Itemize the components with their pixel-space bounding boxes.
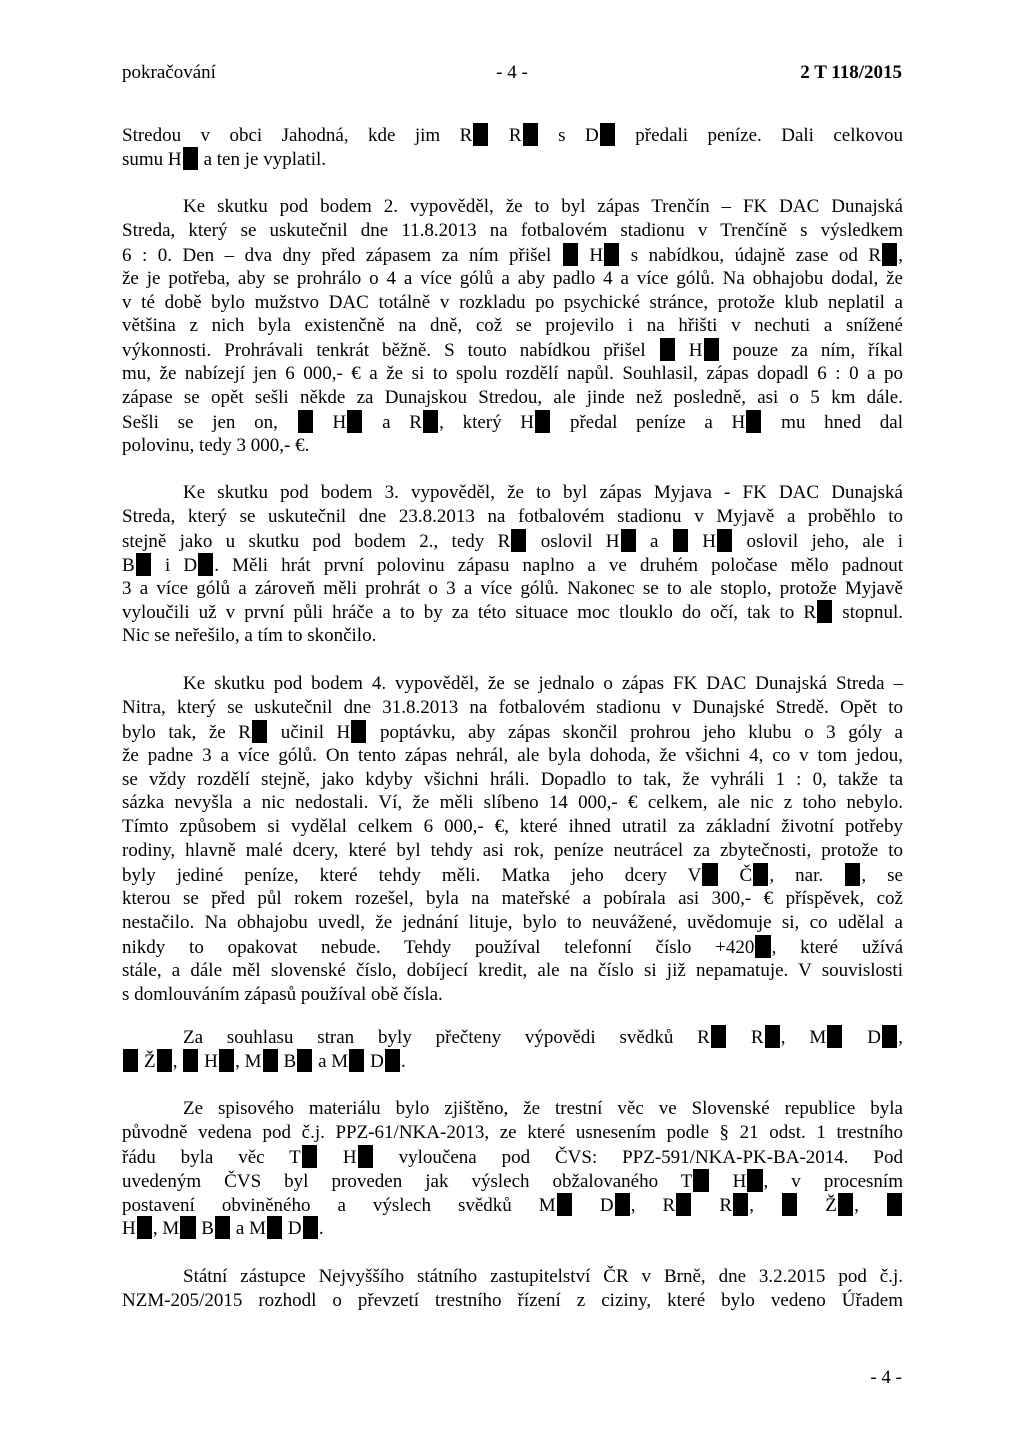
text-line: většina z nich byla existenčně na dně, což se projevilo i na hřišti v nechuti a snížené [122,315,903,337]
redaction-box [303,1216,318,1239]
redaction-box [747,1169,762,1192]
text-line: NZM-205/2015 rozhodl o převzetí trestního řízení z ciziny, které bylo vedeno Úřadem [122,1289,903,1311]
redaction-box [711,1025,726,1048]
header-case-number: 2 T 118/2015 [800,62,902,83]
redaction-box [817,600,832,623]
text-line: H , M B a M D . [122,1218,324,1240]
text-line: původně vedena pod č.j. PPZ-61/NKA-2013, ze které usnesením podle § 21 odst. 1 trestního [122,1121,903,1143]
redaction-box [219,1049,234,1072]
text-line: vyloučili už v první půli hráče a to by za této situace moc tlouklo do očí, tak to R stopnul. [122,602,904,624]
text-line: Sešli se jen on, H a R , který H předal peníze a H mu hned dal [122,412,903,434]
text-line: B i D . Měli hrát první polovinu zápasu naplno a ve druhém poločase mělo padnout [122,554,903,576]
text-line: výkonnosti. Prohrávali tenkrát běžně. S touto nabídkou přišel H pouze za ním, říkal [122,340,903,362]
paragraph [122,123,903,171]
text-line: nestačilo. Na obhajobu uvedl, že jednání lituje, bylo to neuvážené, uvědomuje si, co udělal a [122,911,903,933]
redaction-box [473,123,488,146]
redaction-box [252,720,267,743]
redaction-box [385,1049,400,1072]
redaction-box [746,410,761,433]
redaction-box [717,529,732,552]
redaction-box [535,410,550,433]
redaction-box [660,338,675,361]
paragraph [122,1025,903,1073]
text-line: kterou se před půl rokem rozešel, byla na mateřské a pobírala asi 300,- € příspěvek, což [122,888,903,910]
redaction-box [215,1216,230,1239]
text-line: stále, a dále měl slovenské číslo, dobíjecí kredit, ale na číslo si již nepamatuje. V souvislosti [122,959,903,981]
redaction-box [298,410,313,433]
text-line: bylo tak, že R učinil H poptávku, aby zápas skončil prohrou jeho klubu o 3 góly a [122,721,903,743]
redaction-box [123,1049,138,1072]
text-line: byly jediné peníze, které tehdy měli. Matka jeho dcery V Č , nar. , se [122,865,903,887]
redaction-box [297,1049,312,1072]
redaction-box [183,147,198,170]
redaction-box [351,720,366,743]
redaction-box [887,1193,902,1216]
redaction-box [557,1193,572,1216]
redaction-box [702,863,717,886]
redaction-box [358,1145,373,1168]
redaction-box [693,1169,708,1192]
text-line: postavení obviněného a výslech svědků M D , R R , Ž , [122,1193,903,1217]
text-line: sázka nevyšla a nic nedostali. Ví, že měli slíbeno 14 000,- € celkem, ale nic z toho nebylo. [122,792,903,814]
footer-page-number: - 4 - [870,1367,902,1388]
redaction-box [302,1145,317,1168]
header-page-number: - 4 - [496,62,528,83]
redaction-box [180,1216,195,1239]
redaction-box [511,529,526,552]
text-line: Stredou v obci Jahodná, kde jim R R s D předali peníze. Dali celkovou [122,125,903,146]
text-line: že padne 3 a více gólů. On tento zápas nehrál, ale byla dohoda, že všichni 4, co v tom jedou, [122,744,903,766]
text-line: mu, že nabízejí jen 6 000,- € a že si to spolu rozdělí napůl. Souhlasil, zápas dopadl 6 : 0 a po [122,363,903,385]
redaction-box [198,553,213,576]
text-line: zápase se opět sešli někde za Dunajskou Stredou, ale jinde než posledně, asi o 5 km dále. [122,387,903,409]
paragraph [122,195,903,458]
text-line: Ke skutku pod bodem 4. vypověděl, že se jednalo o zápas FK DAC Dunajská Streda – [183,673,903,694]
text-line: Za souhlasu stran byly přečteny výpovědi svědků R R , M D , [183,1027,903,1048]
paragraph [122,1265,903,1313]
redaction-box [615,1193,630,1216]
redaction-box [423,410,438,433]
text-line: Nitra, který se uskutečnil dne 31.8.2013 na fotbalovém stadionu v Dunajské Stredě. Opět to [122,696,903,718]
text-line: Ze spisového materiálu bylo zjištěno, že trestní věc ve Slovenské republice byla [183,1098,903,1119]
text-line: 6 : 0. Den – dva dny před zápasem za ním přišel H s nabídkou, údajně zase od R , [122,244,903,266]
paragraph [122,1097,903,1240]
text-line: s domlouváním zápasů používal obě čísla. [122,983,443,1005]
text-line: nikdy to opakovat nebude. Tehdy používal telefonní číslo +420 , které užívá [122,936,903,958]
text-line: uvedeným ČVS byl proveden jak výslech obžalovaného T H , v procesním [122,1170,903,1192]
text-line: stejně jako u skutku pod bodem 2., tedy R oslovil H a H oslovil jeho, ale i [122,530,903,552]
header-continuation: pokračování [122,62,216,83]
redaction-box [600,123,615,146]
redaction-box [136,553,151,576]
redaction-box [604,243,619,266]
redaction-box [347,410,362,433]
redaction-box [827,1025,842,1048]
redaction-box [563,243,578,266]
text-line: se vždy rozdělí stejně, jako kdyby všichni hráli. Dopadlo to tak, že vyhráli 1 : 0, takže ta [122,768,903,790]
text-line: 3 a více gólů a zároveň měli prohrát o 3 a více gólů. Nakonec se to ale stoplo, protože Myjavě [122,577,903,599]
text-line: že je potřeba, aby se prohrálo o 4 a více gólů a aby padlo 4 a více gólů. Na obhajobu dodal, že [122,267,903,289]
text-line: Ke skutku pod bodem 2. vypověděl, že to byl zápas Trenčín – FK DAC Dunajská [183,196,903,217]
text-line: řádu byla věc T H vyloučena pod ČVS: PPZ-591/NKA-PK-BA-2014. Pod [122,1146,903,1168]
paragraph [122,481,903,648]
redaction-box [733,1193,748,1216]
text-line: Ž , H , M B a M D . [122,1049,903,1073]
redaction-box [704,338,719,361]
text-line: sumu H a ten je vyplatil. [122,148,326,170]
text-line: Ke skutku pod bodem 3. vypověděl, že to byl zápas Myjava - FK DAC Dunajská [183,482,903,503]
redaction-box [765,1025,780,1048]
redaction-box [782,1193,797,1216]
text-line: Streda, který se uskutečnil dne 11.8.2013 na fotbalovém stadionu v Trenčíně s výsledkem [122,219,903,241]
text-line: Streda, který se uskutečnil dne 23.8.2013 na fotbalovém stadionu v Myjavě a proběhlo to [122,505,903,527]
redaction-box [349,1049,364,1072]
text-line: rodiny, hlavně malé dcery, které byl tehdy asi rok, peníze neutrácel za zbytečnosti, protože to [122,840,903,862]
redaction-box [882,1025,897,1048]
redaction-box [263,1049,278,1072]
paragraph [122,672,903,1006]
redaction-box [845,863,860,886]
redaction-box [838,1193,853,1216]
redaction-box [673,529,688,552]
redaction-box [755,935,770,958]
redaction-box [523,123,538,146]
text-line: v té době bylo mužstvo DAC totálně v rozkladu po psychické stránce, protože klub neplatil a [122,291,903,313]
text-line: Nic se neřešilo, a tím to skončilo. [122,625,377,647]
redaction-box [183,1049,198,1072]
text-line: polovinu, tedy 3 000,- €. [122,434,310,456]
redaction-box [137,1216,152,1239]
text-line: Tímto způsobem si vydělal celkem 6 000,- €, které ihned utratil za základní životní potřeby [122,816,903,838]
redaction-box [621,529,636,552]
redaction-box [267,1216,282,1239]
redaction-box [753,863,768,886]
redaction-box [882,243,897,266]
redaction-box [157,1049,172,1072]
redaction-box [676,1193,691,1216]
text-line: Státní zástupce Nejvyššího státního zastupitelství ČR v Brně, dne 3.2.2015 pod č.j. [183,1266,903,1287]
